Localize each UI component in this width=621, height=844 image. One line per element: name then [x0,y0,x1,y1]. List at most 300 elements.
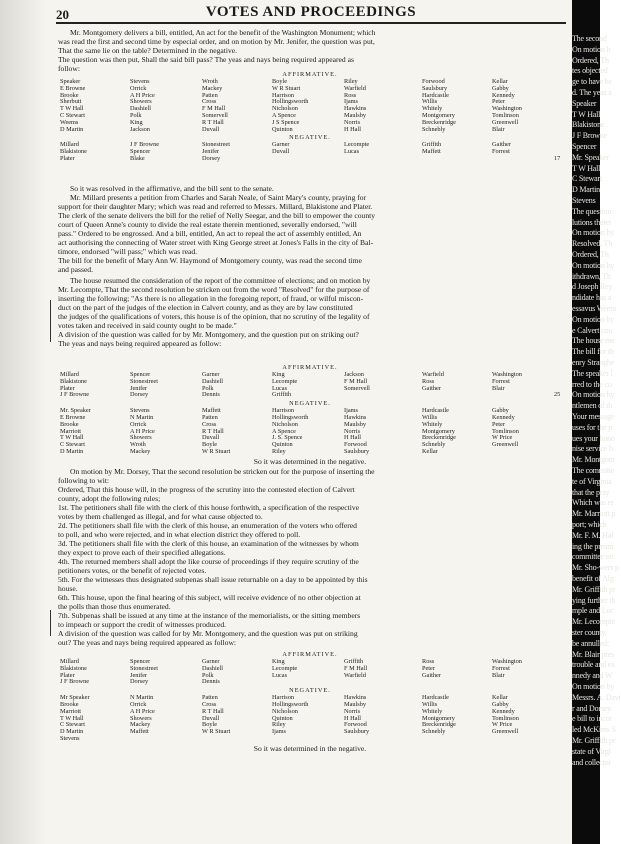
member-name: Harrison [272,407,295,415]
member-name: Greenwell [492,728,519,736]
member-name: J. S. Spence [272,434,303,442]
name-column [422,142,441,156]
facing-text-fragment: ues your hono [572,433,615,443]
facing-text-fragment: On motion by [572,314,615,324]
member-name: Kennedy [492,91,515,99]
member-name: A H Price [130,707,155,715]
member-name: Norris [344,118,361,126]
member-name: Blair [492,384,505,392]
text-line: to poll, and who were rejected, and in what election district they offered to poll. [58,530,301,539]
facing-text-fragment: J F Browne [572,131,607,141]
facing-text-fragment: that the pray [572,487,610,497]
member-name: Tomlinson [492,714,519,722]
member-name: Lucas [272,384,288,392]
member-name: Ross [422,658,435,665]
member-name: Willis [422,700,438,708]
vote-determination: So it was determined in the negative. [253,743,367,753]
member-name: Washington [492,658,522,665]
text-line: The yeas and nays being required appeared as follow: [58,339,222,348]
member-name: Somervell [344,384,370,392]
member-name: T W Hall [60,434,84,442]
member-name: Polk [202,384,214,392]
text-line: house. [58,584,78,593]
member-name: Hawkins [344,413,367,421]
facing-text-fragment: essavus Weem [572,304,617,313]
vote-determination: So it was determined in the negative. [253,456,367,466]
member-name: Riley [272,721,286,729]
name-column [202,659,223,686]
member-name: Mr. Speaker [60,407,91,415]
text-line: pass." Ordered to be engrossed. And a bill, entitled, An act to repeal the act of assembly entitled, An [58,229,362,238]
member-name: C Stewart [60,111,86,119]
member-name: Dashiell [202,377,223,385]
member-name: Montgomery [422,427,455,435]
member-name: Maulsby [344,420,367,428]
member-name: Hollingsworth [272,700,309,708]
member-name: Garner [202,371,220,378]
text-line: 6th. This house, upon the final hearing of this subject, will receive evidence of no other objection at [58,593,361,602]
member-name: Duvall [202,714,220,722]
member-name: Boyle [202,441,218,449]
text-line: they expect to prove each of their specified allegations. [58,548,226,557]
member-name: Quinton [272,714,293,722]
member-name: Boyle [202,721,218,729]
facing-text-fragment: Mr. Marriott p [572,509,616,519]
member-name: Stevens [130,78,150,85]
facing-text-fragment: lutions therei [572,217,612,227]
member-name: Patten [202,694,218,702]
text-line: Mr. Millard presents a petition from Charles and Sarah Neale, of Saint Mary's county, praying for [70,193,367,202]
name-column [202,79,228,133]
name-column [422,659,441,679]
facing-text-fragment: ster county, [572,628,607,637]
text-line: The bill for the benefit of Mary Ann W. Haymond of Montgomery county, was read the second time [58,256,362,265]
member-name: Forrest [492,377,510,385]
name-column [422,695,456,736]
member-name: Griffith [272,391,292,399]
facing-text-fragment: d Joseph Rey [572,282,613,292]
member-name: Ijams [344,407,358,415]
facing-text-fragment: Mr. Speaker [572,152,609,162]
member-name: R T Hall [202,707,224,715]
header-rule [56,22,566,24]
facing-text-fragment: d. The yeas a [572,88,612,97]
member-name: Breckenridge [422,721,456,729]
member-name: Hardcastle [422,91,449,99]
member-name: Peter [492,420,505,428]
name-column [272,659,297,679]
text-line: 4th. The returned members shall adopt the like course of proceedings if they require scrutiny of the [58,557,359,566]
negative-heading: NEGATIVE. [289,400,331,408]
facing-text-fragment: Spencer [572,142,597,151]
member-name: Blakistone [60,377,87,385]
member-name: Ross [344,91,357,99]
facing-text-fragment: enry Stranghe [572,358,615,367]
member-name: Whitely [422,420,443,428]
member-name: H Hall [344,434,361,442]
member-name: Jenifer [202,148,220,156]
member-name: A H Price [130,427,155,435]
member-name: Blake [130,154,145,162]
member-name: Hawkins [344,105,367,113]
text-line: Mr. Montgomery delivers a bill, entitled, An act for the benefit of the Washington Monument; which [70,28,376,37]
name-column [344,408,369,456]
member-name: Garner [272,141,290,149]
name-column [202,695,230,736]
member-name: Dorsey [130,678,149,686]
text-line: duct on the part of the judges of the election in Calvert county, and as they are by law constituted [58,303,353,312]
name-column [492,372,522,392]
member-name: Spencer [130,371,151,378]
member-name: W Price [492,721,513,729]
member-name: Spencer [130,148,151,156]
member-name: Nicholson [272,420,298,428]
facing-text-fragment: ge to have be [572,77,612,87]
name-column [130,142,159,162]
name-column [130,695,155,736]
member-name: Warfield [344,84,366,92]
facing-text-fragment: On motion by [572,228,615,238]
facing-text-fragment: On motion by [572,682,615,691]
text-line: the judges of the qualifications of voters, this house is of the opinion, that no scrutiny of the legality of [58,312,370,321]
facing-text-fragment: The speaker l [572,368,613,378]
member-name: Orrick [130,420,147,428]
member-name: Saulsbury [344,447,370,455]
member-name: Ijams [344,98,358,106]
member-name: Washington [492,105,522,113]
member-name: R T Hall [202,427,224,435]
affirmative-heading: AFFIRMATIVE. [282,651,338,658]
member-name: C Stewart [60,721,86,729]
facing-text-fragment: Messrs. A. Davi [572,692,621,702]
member-name: Warfield [422,371,444,378]
member-name: D Martin [60,728,84,736]
member-name: Cross [202,700,217,708]
text-line: following to wit: [58,476,110,485]
text-line: A division of the question was called for by Mr. Montgomery, and the question was put on striking [58,629,358,638]
member-name: Tomlinson [492,111,519,119]
name-column [130,408,155,456]
member-name: Gaither [422,384,441,392]
member-name: Kellar [492,694,508,702]
name-column [60,372,89,399]
member-name: Peter [422,664,435,672]
facing-text-fragment: committee on [572,552,614,562]
member-name: Maulsby [344,111,367,119]
member-name: Stonestreet [202,141,230,149]
facing-text-fragment: Which was re [572,498,614,508]
text-line: act authorising the connecting of Water street with King George street at Jones's Falls in the city of Bal- [58,238,374,247]
member-name: Mackey [130,721,151,729]
member-name: Forwood [344,441,367,449]
facing-text-fragment: Ordered, Th [572,55,609,65]
text-line: That the same lie on the table? Determined in the negative. [58,46,238,55]
member-name: Greenwell [492,118,519,126]
page-number: 20 [56,7,69,22]
member-name: Mackey [202,84,223,92]
margin-bracket [50,300,57,342]
member-name: Dennis [202,391,220,399]
member-name: Gaither [492,141,511,149]
facing-text-fragment: Mr. Blair pres [572,649,614,659]
member-name: Gabby [492,700,509,708]
member-name: Showers [130,98,152,106]
text-line: 7th. Subpenas shall be issued at any time at the instance of the memorialists, or the sitting members [58,611,361,620]
member-name: Nicholson [272,707,298,715]
member-name: F M Hall [202,105,226,113]
member-name: King [130,118,143,126]
member-name: Marriott [60,427,81,435]
name-column [202,372,223,399]
member-name: Dennis [202,678,220,686]
member-name: Sherbutt [60,98,82,106]
facing-text-fragment: On motion b [572,44,611,54]
running-header [56,4,566,22]
member-name: W Price [492,434,513,442]
member-name: Forrest [492,148,510,156]
facing-text-fragment: Mr. Griffith pr [572,736,616,745]
member-name: Dashiell [202,664,223,672]
margin-bracket [50,610,57,636]
member-name: W R Stuart [272,84,301,92]
member-name: Lucas [272,671,288,679]
text-line: was read the first and second time by especial order, and on motion by Mr. Jenifer, the question was put, [58,37,375,46]
facing-text-fragment: Mr. Griffith pr [572,584,616,594]
member-name: Quinton [272,441,293,449]
name-column [344,142,369,156]
facing-text-fragment: ithdrawn, Th [572,271,611,281]
member-name: Hollingsworth [272,98,309,106]
member-name: Weems [60,118,79,126]
member-name: Maffett [130,728,149,736]
facing-text-fragment: trouble and ex [572,660,615,670]
negative-heading: NEGATIVE. [289,134,331,142]
name-column [272,142,289,156]
member-name: E Browne [60,413,86,421]
facing-text-fragment: The second [572,34,607,43]
member-name: J S Spence [272,118,300,126]
member-name: Forrest [492,664,510,672]
member-name: Willis [422,413,438,421]
text-line: timore, endorsed "will pass;" which was read. [58,247,198,256]
facing-text-fragment: Speaker [572,98,597,108]
text-line: support for their daughter Mary; which was read and referred to Messrs. Millard, Blakistone and Plater. [58,202,373,211]
member-name: Saulsbury [422,84,448,92]
facing-text-fragment: e bill to incor [572,714,612,724]
facing-text-fragment: On motion by [572,260,615,270]
member-name: Stevens [60,734,80,742]
member-name: Schnebly [422,728,446,736]
text-line: The question was then put, Shall the said bill pass? The yeas and nays being required appeared as [58,55,354,64]
text-line: 3d. The petitioners shall file with the clerk of this house, an examination of the witnesses by whom [58,539,359,548]
member-name: Millard [60,141,79,149]
facing-text-fragment: Your message [572,412,615,421]
member-name: Greenwell [492,441,519,449]
facing-text-fragment: The house me [572,336,615,346]
text-line: county, adopt the following rules; [58,494,161,503]
member-name: Speaker [60,78,81,85]
facing-text-fragment: Mr. Sho-wers p [572,563,619,573]
member-name: E Browne [60,84,86,92]
member-name: D Martin [60,125,84,133]
facing-text-fragment: state of Virgi [572,746,611,756]
name-column [130,372,158,399]
text-line: Mr. Lecompte, That the second resolution be stricken out from the word "Resolved" for the purpose of [58,285,370,294]
facing-text-fragment: ntlemen of th [572,401,613,411]
facing-text-fragment: and collector [572,757,611,767]
text-line: On motion by Mr. Dorsey, That the second resolution be stricken out for the purpose of inserting the [70,467,375,476]
text-line: court of Queen Anne's county to divide the real estate therein mentioned, severally endorsed, "will [58,220,357,229]
member-name: Kennedy [492,413,515,421]
member-name: Whitely [422,707,443,715]
text-line: The clerk of the senate delivers the bill for the relief of Nelly Seegar, and the bill to empower the county [58,211,376,220]
member-name: Patten [202,91,218,99]
member-name: H Hall [344,714,361,722]
name-column [60,695,90,743]
name-column [422,408,456,456]
member-name: Griffith [422,141,442,149]
member-name: Polk [202,671,214,679]
facing-text-fragment: tes objected [572,66,608,76]
member-name: F M Hall [344,377,368,385]
facing-text-fragment: Mr. F. M. Hal [572,530,614,540]
text-line: The house resumed the consideration of the report of the committee of elections; and on motion by [70,276,371,285]
name-column [272,372,297,399]
name-column [130,659,158,686]
member-name: Maulsby [344,700,367,708]
member-name: Norris [344,427,361,435]
facing-text-fragment: led McKims S [572,725,616,735]
member-name: Wroth [130,441,146,449]
member-name: Gaither [422,671,441,679]
affirmative-heading: AFFIRMATIVE. [282,71,338,78]
member-name: Showers [130,714,152,722]
name-column [272,408,308,456]
member-name: Millard [60,658,79,665]
member-name: King [272,658,285,665]
page-gutter-shadow [0,0,46,844]
name-column [422,79,456,133]
text-line: votes by them challenged as illegal, and for what cause objected to. [58,512,263,521]
facing-text-fragment: On motion by [572,390,615,400]
member-name: Blakistone [60,664,87,672]
member-name: Jackson [130,125,150,133]
member-name: A Spence [272,427,296,435]
member-name: Brooke [60,420,79,428]
text-line: follow: [58,64,80,73]
facing-text-fragment: be annulled; [572,638,609,648]
text-line: 1st. The petitioners shall file with the clerk of this house forthwith, a specification of the respective [58,503,359,512]
facing-text-fragment: Mr. Montgom [572,455,615,465]
member-name: Mackey [130,447,151,455]
text-line: votes taken and received in said county ought to be made." [58,321,237,330]
text-line: and passed. [58,265,94,274]
member-name: Blakistone [60,148,87,156]
member-name: Cross [202,420,217,428]
member-name: Harrison [272,694,295,702]
name-column [492,79,522,133]
member-name: Stonestreet [130,377,158,385]
member-name: Washington [492,371,522,378]
facing-text-fragment: D Martin [572,185,600,195]
member-name: Riley [344,78,358,85]
member-name: Lucas [344,148,360,156]
text-line: Ordered, That this house will, in the progress of the scrutiny into the contested election of Calvert [58,485,355,494]
member-name: Quinton [272,125,293,133]
member-name: Dorsey [130,391,149,399]
facing-text-fragment: ing the pream [572,541,614,551]
member-name: Hardcastle [422,407,449,415]
facing-text-fragment: mple and Luc [572,606,614,616]
member-name: Stonestreet [130,664,158,672]
member-name: Harrison [272,91,295,99]
member-name: Jackson [344,371,364,378]
facing-text-fragment: T W Hall [572,109,601,119]
member-name: Plater [60,671,75,679]
member-name: Millard [60,371,79,378]
member-name: Saulsbury [344,728,370,736]
name-column [344,372,370,392]
member-name: Nicholson [272,105,298,113]
facing-text-fragment: benefit of Alg [572,574,614,583]
facing-text-fragment: rred to the co [572,379,612,389]
name-column [492,659,522,679]
member-name: Willis [422,98,438,106]
member-name: Marriott [60,707,81,715]
member-name: Maffett [422,148,441,156]
name-column [422,372,444,392]
member-name: W R Stuart [202,447,231,455]
facing-text-fragment: ying further th [572,595,616,605]
member-name: Kellar [492,78,508,85]
member-name: Gabby [492,84,509,92]
member-name: Schnebly [422,125,446,133]
member-name: Polk [130,111,142,119]
member-name: Showers [130,434,152,442]
text-line: inserting the following; "As there is no allegation in the foregoing report, of fraud, or wilful miscon- [58,294,364,303]
member-name: J F Browne [60,678,90,686]
text-line: petitioners votes, or the benefit of rejected votes. [58,566,207,575]
member-name: Wroth [202,78,218,85]
member-name: Montgomery [422,111,455,119]
member-name: Kennedy [492,707,515,715]
member-name: A H Price [130,91,155,99]
member-name: N Martin [130,413,154,421]
member-name: Brooke [60,700,79,708]
member-name: Brooke [60,91,79,99]
member-name: C Stewart [60,441,86,449]
member-name: Forwood [344,721,367,729]
member-name: Duvall [272,148,290,156]
name-column [130,79,155,133]
name-column [344,695,369,736]
member-name: Blair [492,671,505,679]
member-name: Dashiell [130,105,151,113]
member-name: Lecompte [344,141,370,149]
member-name: J F Browne [130,141,160,149]
text-line: to impeach or support the credit of witnesses produced. [58,620,227,629]
member-name: Montgomery [422,714,455,722]
text-line: So it was resolved in the affirmative, and the bill sent to the senate. [70,184,274,193]
name-column [60,659,89,686]
text-line: the polls than those thus enumerated. [58,602,171,611]
member-name: Breckenridge [422,118,456,126]
member-name: Warfield [344,671,366,679]
member-name: King [272,371,285,378]
facing-text-fragment: Blakistone [572,120,605,130]
facing-page-text [572,0,621,844]
member-name: Dorsey [202,154,221,162]
